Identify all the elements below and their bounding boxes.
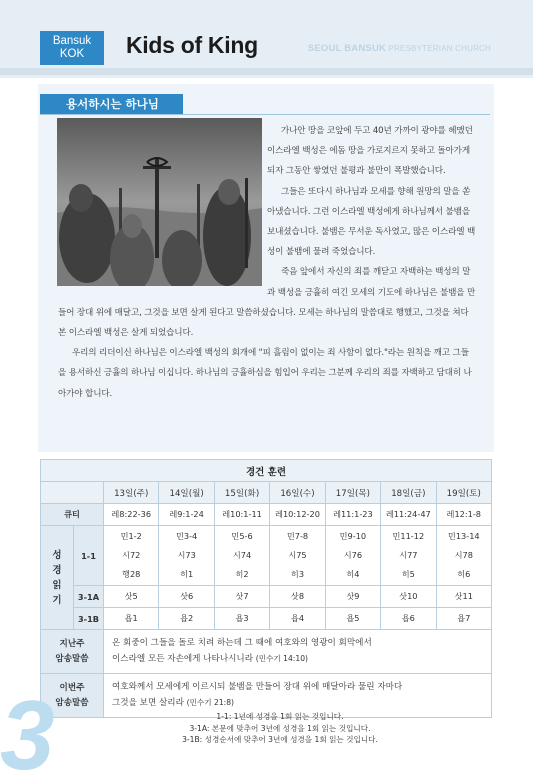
reading-cell: 삿11 <box>436 586 491 608</box>
reading-cell: 욥2 <box>159 608 214 630</box>
logo-line-1: Bansuk <box>52 35 92 47</box>
reading-label-char: 읽 <box>52 579 62 591</box>
reading-label-char: 기 <box>52 594 62 606</box>
story-paragraph: 가나안 땅을 코앞에 두고 40년 가까이 광야를 헤맸던 이스라엘 백성은 에돔 땅을 가로지르지 못하고 돌아가게 되자 그동안 쌓였던 불평과 불만이 폭발했습니다. <box>267 126 473 177</box>
note-line: 1-1: 1년에 성경을 1회 읽는 것입니다. <box>216 712 344 721</box>
reading-cell: 민7-8 시75 히3 <box>270 526 325 586</box>
reading-cell: 민1-2 시72 행28 <box>104 526 159 586</box>
reading-label-char: 성 <box>52 549 62 561</box>
reading-cell: 욥6 <box>381 608 436 630</box>
qt-cell: 레9:1-24 <box>159 504 214 526</box>
reading-cell: 삿7 <box>214 586 269 608</box>
church-name <box>308 43 491 54</box>
qt-cell: 레10:1-11 <box>214 504 269 526</box>
section-underline <box>40 114 490 115</box>
day-header: 15일(화) <box>214 482 269 504</box>
page-title: Kids of King <box>126 32 258 58</box>
day-header: 17일(목) <box>325 482 380 504</box>
qt-label: 큐티 <box>41 504 104 526</box>
this-week-memo-label: 이번주 암송말씀 <box>41 674 104 718</box>
reading-cell: 삿5 <box>104 586 159 608</box>
section-title: 용서하시는 하나님 <box>40 94 183 114</box>
last-week-memo-verse: 온 회중이 그들을 돌로 치려 하는데 그 때에 여호와의 영광이 회막에서 이스라엘 모든 자손에게 나타나시니라 (민수기 14:10) <box>104 630 492 674</box>
reading-cell: 민9-10 시76 히4 <box>325 526 380 586</box>
day-header: 18일(금) <box>381 482 436 504</box>
qt-cell: 레11:24-47 <box>381 504 436 526</box>
reading-cell: 욥3 <box>214 608 269 630</box>
story-text <box>58 121 476 404</box>
last-week-memo-label: 지난주 암송말씀 <box>41 630 104 674</box>
page-header <box>0 0 533 78</box>
reading-cell: 민5-6 시74 히2 <box>214 526 269 586</box>
reading-cell: 욥4 <box>270 608 325 630</box>
day-header: 13일(주) <box>104 482 159 504</box>
this-week-memo-verse: 여호와께서 모세에게 이르시되 불뱀을 만들어 장대 위에 매달아라 물린 자마다 그것을 보면 살리라 (민수기 21:8) <box>104 674 492 718</box>
logo-line-2: KOK <box>59 48 85 60</box>
story-paragraph: 우리의 리더이신 하나님은 이스라엘 백성의 회개에 "피 흘림이 없이는 죄 사함이 없다."라는 원칙을 깨고 그들을 용서하신 긍휼의 하나님 이십니다. 하나님의 긍휼하심을 힘입어 우리는 그분께 우리의 죄를 자백하고 담대히 나아가야 합니다. <box>58 348 472 399</box>
reading-plan-notes <box>130 711 430 746</box>
reading-cell: 욥7 <box>436 608 491 630</box>
devotion-table <box>40 459 492 718</box>
table-title: 경건 훈련 <box>41 460 492 482</box>
reading-cell: 삿8 <box>270 586 325 608</box>
note-line: 3-1A: 본문에 맞추어 3년에 성경을 1회 읽는 것입니다. <box>189 723 371 733</box>
reading-cell: 욥5 <box>325 608 380 630</box>
qt-cell: 레11:1-23 <box>325 504 380 526</box>
header-rule <box>0 68 533 75</box>
logo-badge <box>40 31 104 65</box>
story-paragraph: 죽음 앞에서 자신의 죄를 깨닫고 자백하는 백성의 말과 백성을 긍휼히 여긴 모세의 기도에 하나님은 불뱀을 만들어 장대 위에 매달고, 그것을 보면 살게 된다고 말씀하셨습니다. 모세는 하나님의 말씀대로 행했고, 그것을 쳐다본 이스라엘 백성은 살게 되었습니다. <box>58 267 476 339</box>
reading-cell: 삿10 <box>381 586 436 608</box>
reading-cell: 욥1 <box>104 608 159 630</box>
reading-label <box>41 526 74 630</box>
page-number: 3 <box>0 695 55 775</box>
plan-label: 3-1B <box>74 608 104 630</box>
qt-cell: 레10:12-20 <box>270 504 325 526</box>
note-line: 3-1B: 성경순서에 맞추어 3년에 성경을 1회 읽는 것입니다. <box>182 735 378 744</box>
qt-cell: 레8:22-36 <box>104 504 159 526</box>
plan-label: 3-1A <box>74 586 104 608</box>
story-paragraph: 그들은 또다시 하나님과 모세를 향해 원망의 말을 쏟아냈습니다. 그런 이스라엘 백성에게 하나님께서 불뱀을 보내셨습니다. 불뱀은 무서운 독사였고, 많은 이스라엘 백성이 불뱀에 물려 죽었습니다. <box>267 186 476 258</box>
church-name-bold: SEOUL BANSUK <box>307 43 387 54</box>
reading-cell: 삿6 <box>159 586 214 608</box>
reading-cell: 삿9 <box>325 586 380 608</box>
reading-cell: 민11-12 시77 히5 <box>381 526 436 586</box>
qt-cell: 레12:1-8 <box>436 504 491 526</box>
reading-label-char: 경 <box>52 564 62 576</box>
day-header: 14일(월) <box>159 482 214 504</box>
day-header: 16일(수) <box>270 482 325 504</box>
reading-cell: 민3-4 시73 히1 <box>159 526 214 586</box>
day-header: 19일(토) <box>436 482 491 504</box>
plan-label: 1-1 <box>74 526 104 586</box>
reading-cell: 민13-14 시78 히6 <box>436 526 491 586</box>
church-name-rest: PRESBYTERIAN CHURCH <box>388 44 491 53</box>
